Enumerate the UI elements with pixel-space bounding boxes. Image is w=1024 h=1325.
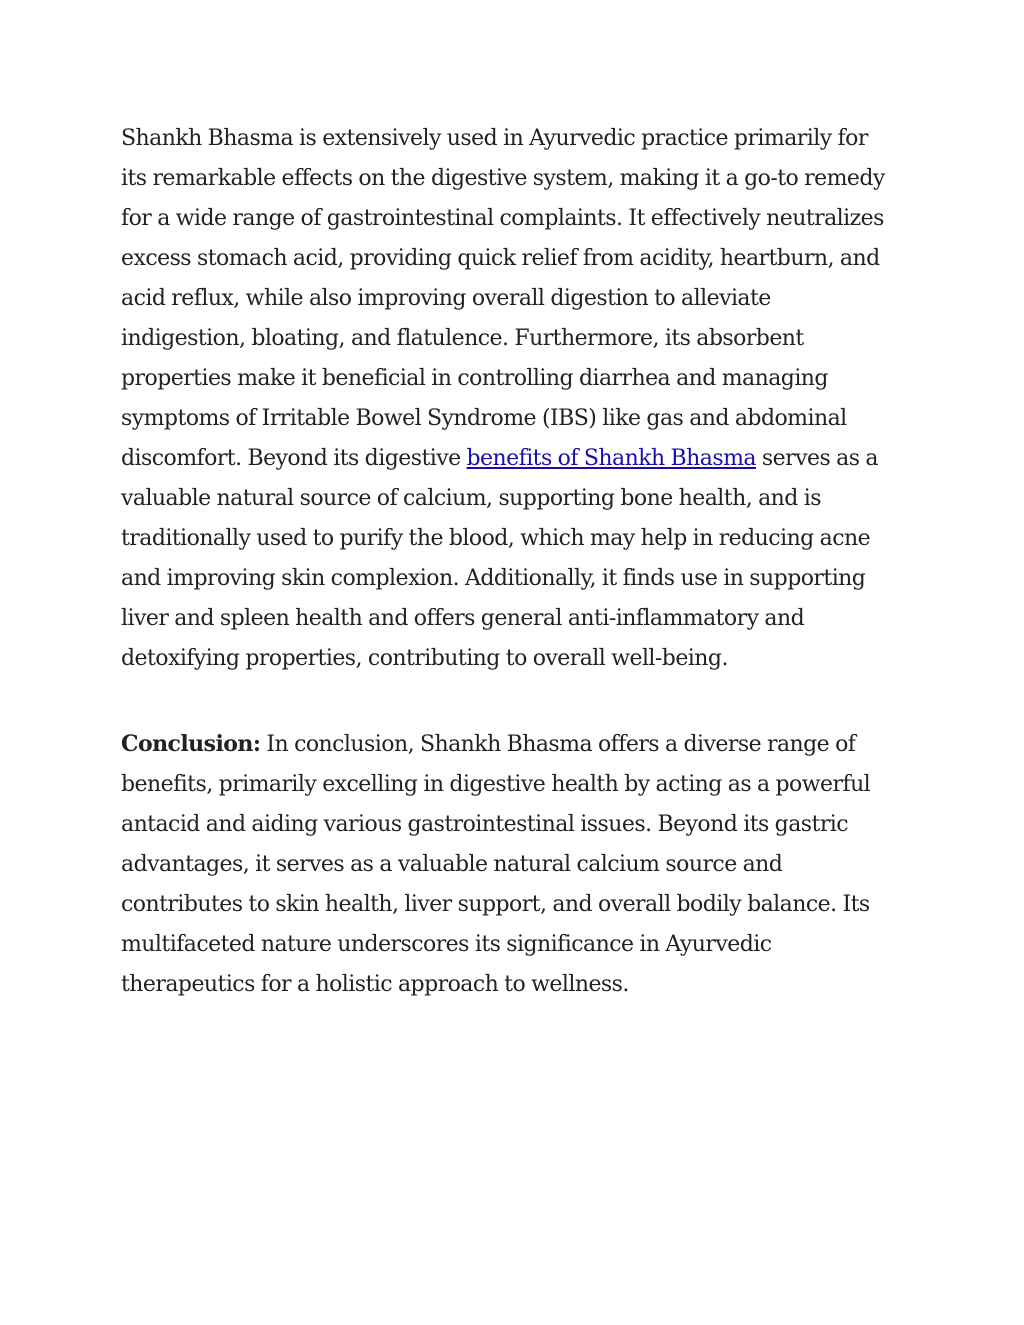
conclusion-text: In conclusion, Shankh Bhasma offers a diverse range of benefits, primarily excelling in digestive health by acting as a powerful antacid and aiding various gastrointestinal issues. Beyond its gastric advantages, it serves as a valuable natural calcium source and contributes to skin health, liver support, and overall bodily balance. Its multifaceted nature underscores its significance in Ayurvedic therapeutics for a holistic approach to wellness.	[121, 732, 871, 997]
conclusion-label: Conclusion:	[121, 731, 261, 757]
benefits-link[interactable]: benefits of Shankh Bhasma	[466, 446, 756, 471]
paragraph-text-after-link: serves as a valuable natural source of calcium, supporting bone health, and is traditionally used to purify the blood, which may help in reducing acne and improving skin complexion. Additionally, it finds use in supporting liver and spleen health and offers general anti-inflammatory and detoxifying properties, contributing to overall well-being.	[121, 446, 878, 671]
benefits-paragraph	[121, 119, 896, 679]
paragraph-text-before-link: Shankh Bhasma is extensively used in Ayurvedic practice primarily for its remarkable effects on the digestive system, making it a go-to remedy for a wide range of gastrointestinal complaints. It effectively neutralizes excess stomach acid, providing quick relief from acidity, heartburn, and acid reflux, while also improving overall digestion to alleviate indigestion, bloating, and flatulence. Furthermore, its absorbent properties make it beneficial in controlling diarrhea and managing symptoms of Irritable Bowel Syndrome (IBS) like gas and abdominal discomfort. Beyond its digestive	[121, 126, 885, 471]
document-body	[121, 119, 896, 1050]
conclusion-paragraph	[121, 724, 896, 1005]
